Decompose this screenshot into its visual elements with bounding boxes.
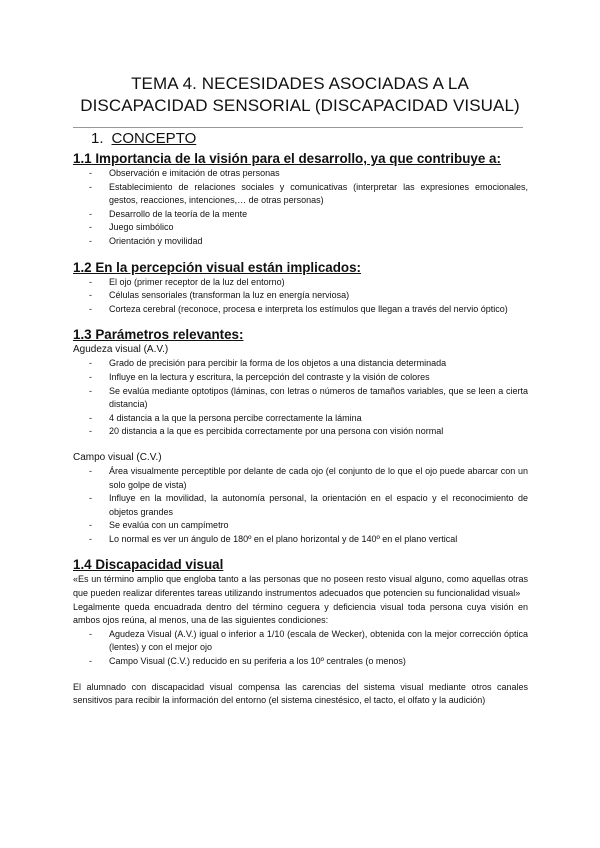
section-1-heading: [91, 130, 528, 148]
agudeza-visual-list: [73, 357, 528, 439]
list-item: - Campo Visual (C.V.) reducido en su periferia a los 10º centrales (o menos): [73, 655, 528, 669]
title-line-2: DISCAPACIDAD SENSORIAL (DISCAPACIDAD VISUAL): [80, 96, 520, 115]
list-item: - Observación e imitación de otras personas: [73, 167, 528, 181]
section-1-2-list: [73, 276, 528, 317]
list-item: - El ojo (primer receptor de la luz del entorno): [73, 276, 528, 290]
section-1-label: CONCEPTO: [111, 130, 197, 147]
list-item: - Células sensoriales (transforman la luz en energía nerviosa): [73, 289, 528, 303]
closing-paragraph: El alumnado con discapacidad visual compensa las carencias del sistema visual mediante otros canales sensitivos para recibir la información del entorno (el sistema cinestésico, el tacto, el olfato y la audición): [73, 681, 528, 706]
agudeza-visual-label: Agudeza visual (A.V.): [73, 344, 169, 356]
legal-conditions-list: [73, 628, 528, 669]
definition-quote: «Es un término amplio que engloba tanto a las personas que no poseen resto visual alguno, como aquellas otras que pueden realizar diferentes tareas utilizando instrumentos adecuados que potencien su funcionalidad visual»: [73, 574, 528, 599]
list-item: - Influye en la movilidad, la autonomía personal, la orientación en el espacio y el reconocimiento de objetos grandes: [73, 492, 528, 519]
section-1-1-list: [73, 167, 528, 249]
list-item: - Área visualmente perceptible por delante de cada ojo (el conjunto de lo que el ojo puede abarcar con un solo golpe de vista): [73, 465, 528, 492]
document-title: [60, 73, 540, 117]
list-item: - Juego simbólico: [73, 221, 528, 235]
legal-definition: Legalmente queda encuadrada dentro del término ceguera y deficiencia visual toda persona cuya visión en ambos ojos reúna, al menos, una de las siguientes condiciones:: [73, 601, 528, 626]
list-item: - Orientación y movilidad: [73, 235, 528, 249]
title-divider: [73, 127, 523, 128]
section-1-3-heading: 1.3 Parámetros relevantes:: [73, 327, 244, 343]
document-body: [73, 130, 528, 708]
list-item: - Se evalúa mediante optotipos (láminas, con letras o números de tamaños variables, que se leen a cierta distancia): [73, 385, 528, 412]
section-1-number: 1.: [91, 130, 104, 147]
section-1-2-heading: 1.2 En la percepción visual están implicados:: [73, 259, 362, 275]
list-item: - 4 distancia a la que la persona percibe correctamente la lámina: [73, 412, 528, 426]
section-1-4-heading: 1.4 Discapacidad visual: [73, 557, 224, 573]
list-item: - Influye en la lectura y escritura, la percepción del contraste y la visión de colores: [73, 371, 528, 385]
list-item: - Se evalúa con un campímetro: [73, 519, 528, 533]
list-item: - Lo normal es ver un ángulo de 180º en el plano horizontal y de 140º en el plano vertical: [73, 533, 528, 547]
campo-visual-list: [73, 465, 528, 547]
list-item: - Grado de precisión para percibir la forma de los objetos a una distancia determinada: [73, 357, 528, 371]
section-1-1-heading: 1.1 Importancia de la visión para el desarrollo, ya que contribuye a:: [73, 151, 501, 166]
title-line-1: TEMA 4. NECESIDADES ASOCIADAS A LA: [131, 74, 469, 93]
list-item: - Corteza cerebral (reconoce, procesa e interpreta los estímulos que llegan a través del nervio óptico): [73, 303, 528, 317]
list-item: - Establecimiento de relaciones sociales y comunicativas (interpretar las expresiones emocionales, gestos, reacciones, intenciones,… de otras personas): [73, 181, 528, 208]
list-item: - Agudeza Visual (A.V.) igual o inferior a 1/10 (escala de Wecker), obtenida con la mejor corrección óptica (lentes) y con el mejor ojo: [73, 628, 528, 655]
campo-visual-label: Campo visual (C.V.): [73, 451, 162, 463]
list-item: - 20 distancia a la que es percibida correctamente por una persona con visión normal: [73, 425, 528, 439]
list-item: - Desarrollo de la teoría de la mente: [73, 208, 528, 222]
